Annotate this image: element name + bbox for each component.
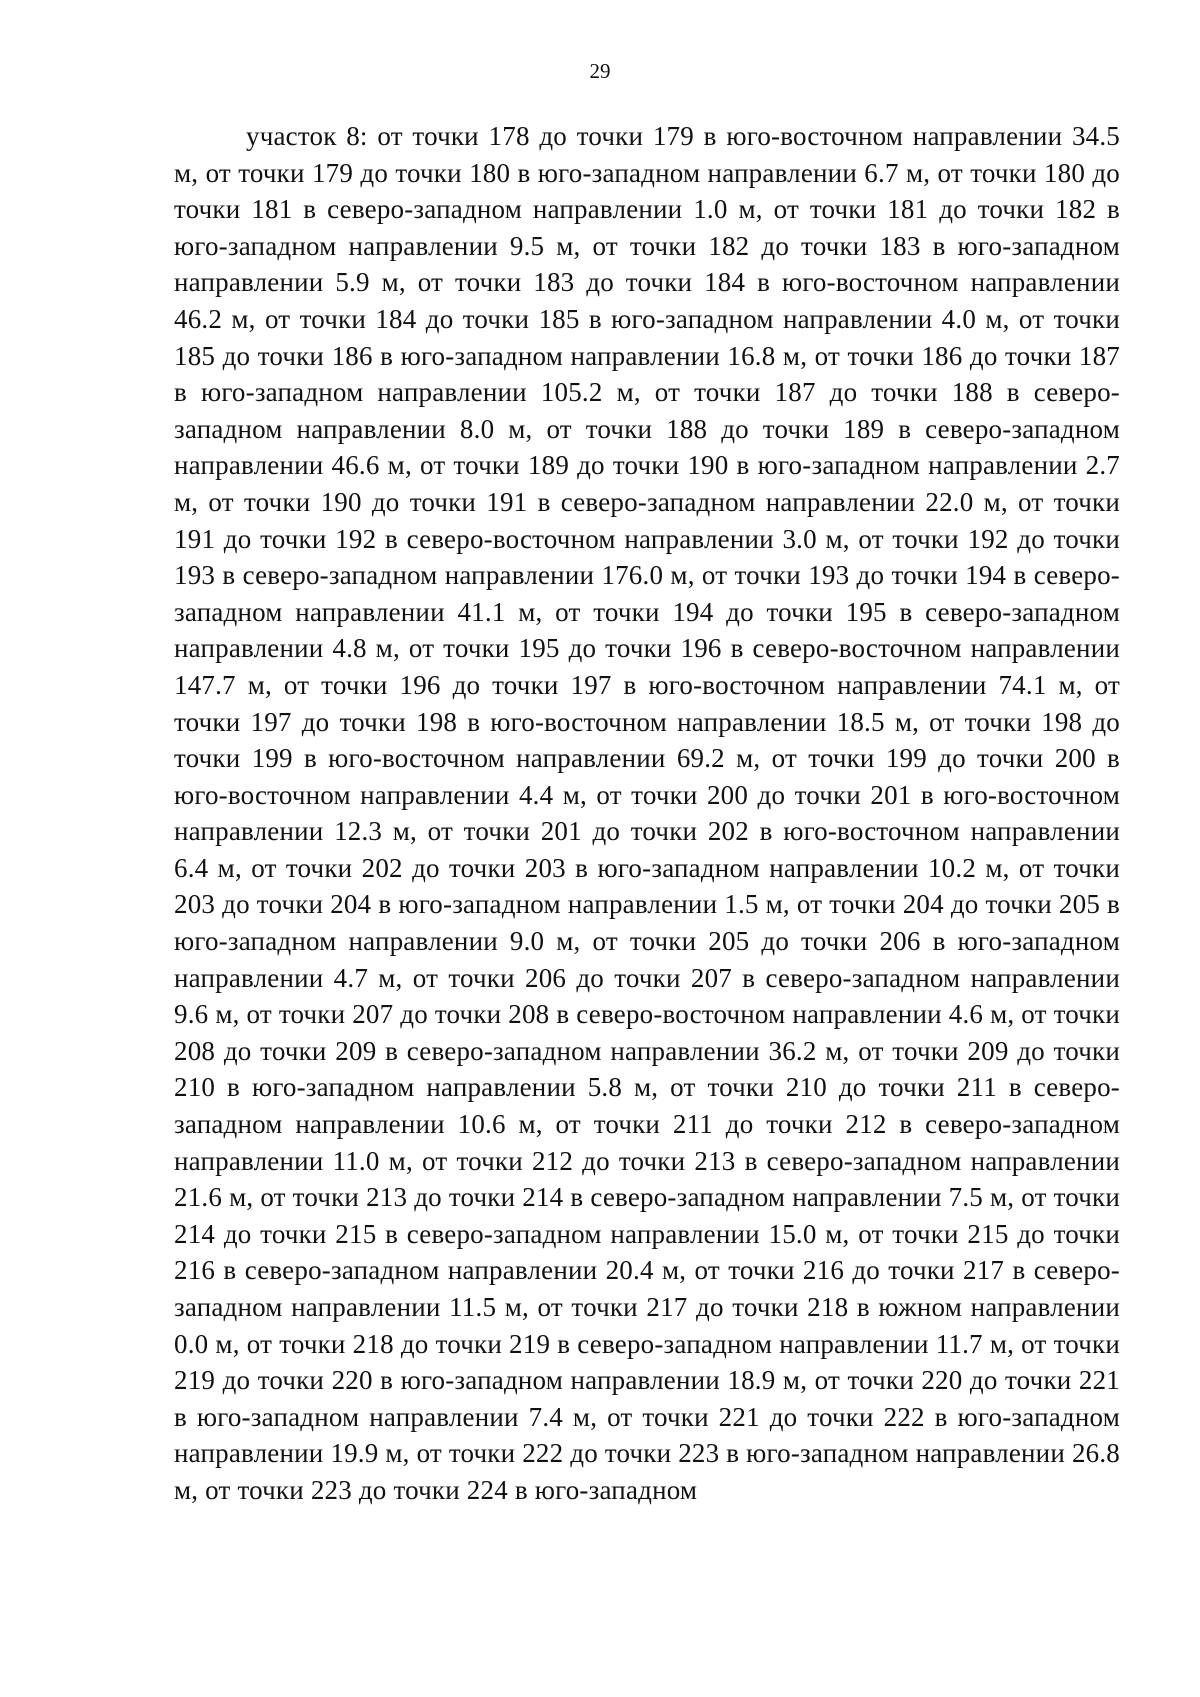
body-paragraph: участок 8: от точки 178 до точки 179 в юго-восточном направлении 34.5 м, от точки 179 до точки 180 в юго-западном направлении 6.7 м, от точки 180 до точки 181 в северо-западном направлении 1.0 м, от точки 181 до точки 182 в юго-западном направлении 9.5 м, от точки 182 до точки 183 в юго-западном направлении 5.9 м, от точки 183 до точки 184 в юго-восточном направлении 46.2 м, от точки 184 до точки 185 в юго-западном направлении 4.0 м, от точки 185 до точки 186 в юго-западном направлении 16.8 м, от точки 186 до точки 187 в юго-западном направлении 105.2 м, от точки 187 до точки 188 в северо-западном направлении 8.0 м, от точки 188 до точки 189 в северо-западном направлении 46.6 м, от точки 189 до точки 190 в юго-западном направлении 2.7 м, от точки 190 до точки 191 в северо-западном направлении 22.0 м, от точки 191 до точки 192 в северо-восточном направлении 3.0 м, от точки 192 до точки 193 в северо-западном направлении 176.0 м, от точки 193 до точки 194 в северо-западном направлении 41.1 м, от точки 194 до точки 195 в северо-западном направлении 4.8 м, от точки 195 до точки 196 в северо-восточном направлении 147.7 м, от точки 196 до точки 197 в юго-восточном направлении 74.1 м, от точки 197 до точки 198 в юго-восточном направлении 18.5 м, от точки 198 до точки 199 в юго-восточном направлении 69.2 м, от точки 199 до точки 200 в юго-восточном направлении 4.4 м, от точки 200 до точки 201 в юго-восточном направлении 12.3 м, от точки 201 до точки 202 в юго-восточном направлении 6.4 м, от точки 202 до точки 203 в юго-западном направлении 10.2 м, от точки 203 до точки 204 в юго-западном направлении 1.5 м, от точки 204 до точки 205 в юго-западном направлении 9.0 м, от точки 205 до точки 206 в юго-западном направлении 4.7 м, от точки 206 до точки 207 в северо-западном направлении 9.6 м, от точки 207 до точки 208 в северо-восточном направлении 4.6 м, от точки 208 до точки 209 в северо-западном направлении 36.2 м, от точки 209 до точки 210 в юго-западном направлении 5.8 м, от точки 210 до точки 211 в северо-западном направлении 10.6 м, от точки 211 до точки 212 в северо-западном направлении 11.0 м, от точки 212 до точки 213 в северо-западном направлении 21.6 м, от точки 213 до точки 214 в северо-западном направлении 7.5 м, от точки 214 до точки 215 в северо-западном направлении 15.0 м, от точки 215 до точки 216 в северо-западном направлении 20.4 м, от точки 216 до точки 217 в северо-западном направлении 11.5 м, от точки 217 до точки 218 в южном направлении 0.0 м, от точки 218 до точки 219 в северо-западном направлении 11.7 м, от точки 219 до точки 220 в юго-западном направлении 18.9 м, от точки 220 до точки 221 в юго-западном направлении 7.4 м, от точки 221 до точки 222 в юго-западном направлении 19.9 м, от точки 222 до точки 223 в юго-западном направлении 26.8 м, от точки 223 до точки 224 в юго-западном: [174, 121, 1120, 1505]
page-number: 29: [589, 59, 611, 83]
